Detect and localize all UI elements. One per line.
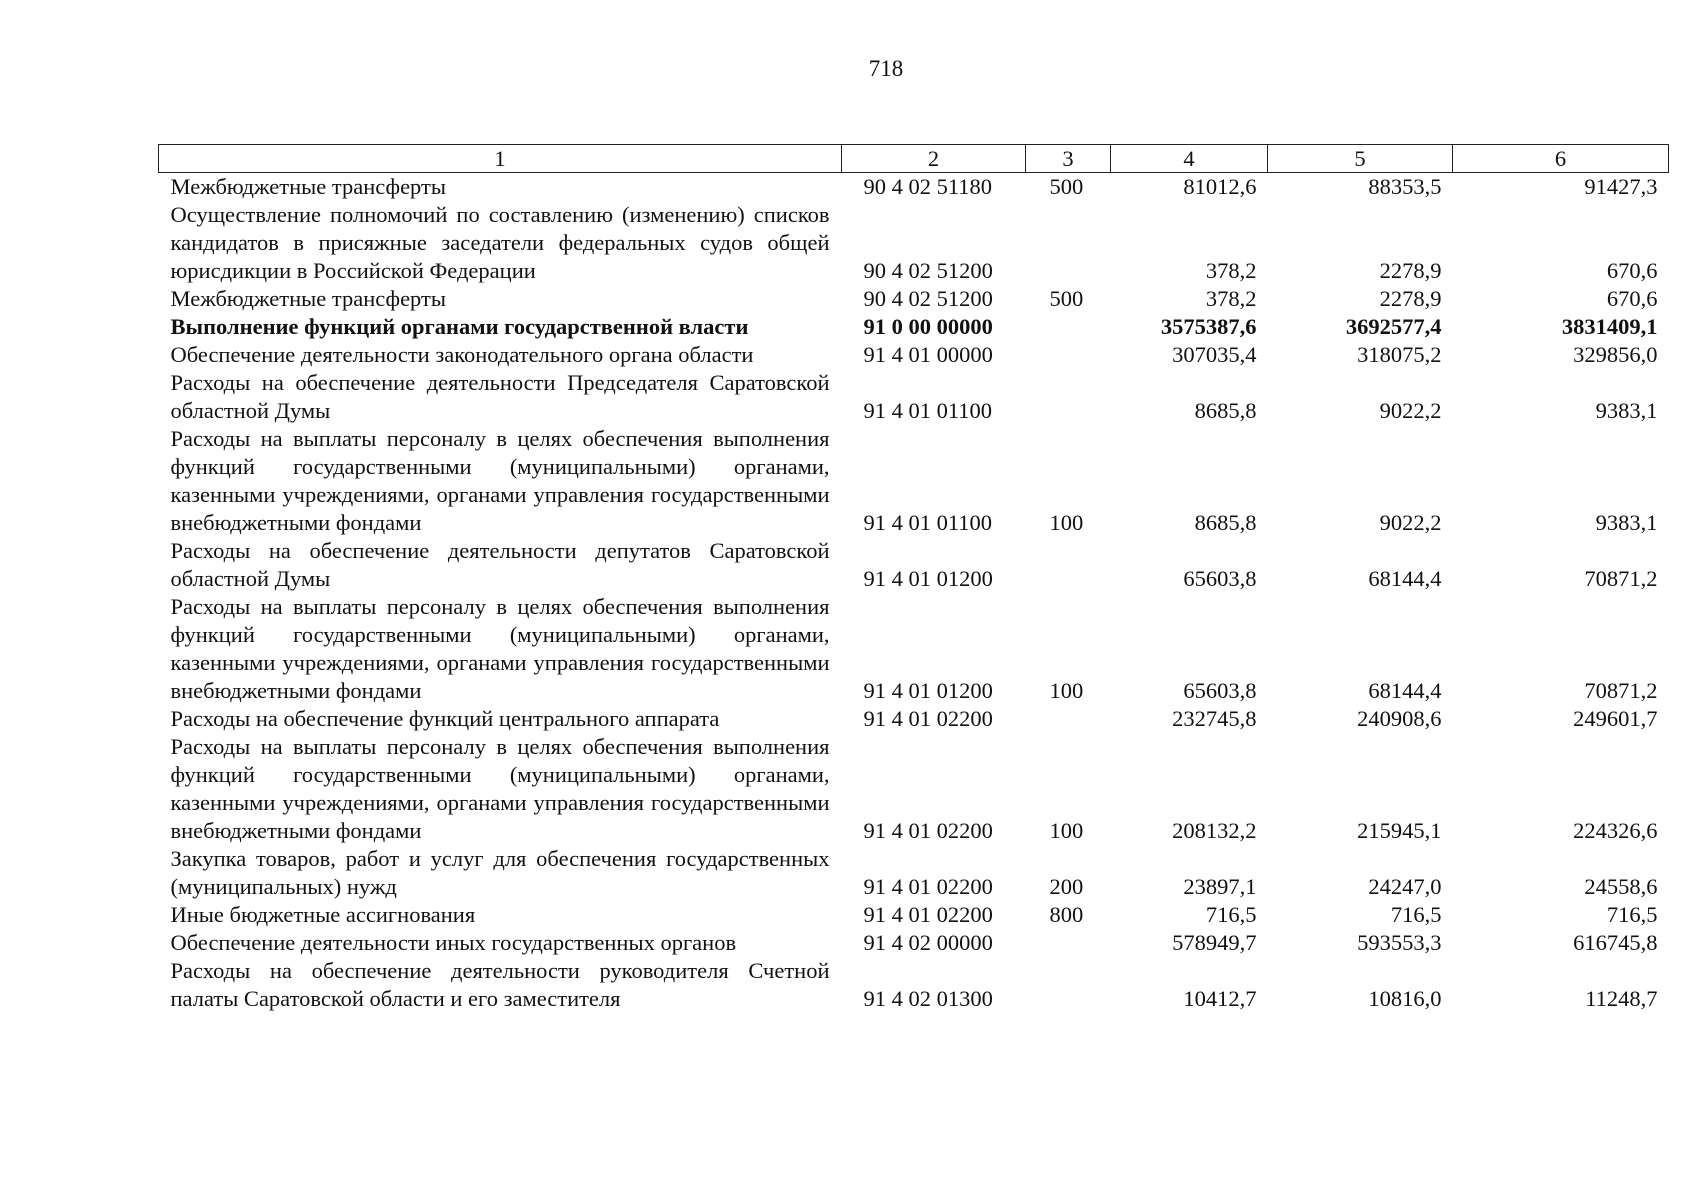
row-expense-type-cell xyxy=(1026,957,1111,1013)
page-number: 718 xyxy=(868,56,904,81)
budget-table xyxy=(158,144,1669,1013)
row-expense-type-cell: 800 xyxy=(1049,902,1084,927)
row-value-col4-cell: 3575387,6 xyxy=(1160,314,1257,339)
row-code-cell: 91 4 02 00000 xyxy=(863,930,993,955)
row-value-col5-cell: 88353,5 xyxy=(1368,174,1442,199)
table-row xyxy=(159,957,1669,1013)
row-code-cell: 91 4 01 01100 xyxy=(863,398,993,423)
row-name-cell: Выполнение функций органами государственной власти xyxy=(170,314,749,339)
row-code-cell: 91 0 00 00000 xyxy=(863,314,993,339)
row-value-col4-cell: 578949,7 xyxy=(1172,930,1257,955)
table-row xyxy=(159,705,1669,733)
row-value-col6-cell: 70871,2 xyxy=(1584,566,1658,591)
row-value-col4-cell: 307035,4 xyxy=(1172,342,1257,367)
row-value-col5-cell: 318075,2 xyxy=(1357,342,1442,367)
row-value-col5-cell: 215945,1 xyxy=(1357,818,1442,843)
row-value-col4-cell: 208132,2 xyxy=(1172,818,1257,843)
row-code-cell: 91 4 01 01100 xyxy=(863,510,993,535)
row-name-cell: Осуществление полномочий по составлению (изменению) списков кандидатов в присяжные заседатели федеральных судов общей юрисдикции в Российской Федерации xyxy=(170,202,830,283)
table-row xyxy=(159,929,1669,957)
row-name-cell: Иные бюджетные ассигнования xyxy=(170,902,476,927)
row-value-col6-cell: 716,5 xyxy=(1606,902,1658,927)
row-value-col6-cell: 249601,7 xyxy=(1573,706,1658,731)
table-row xyxy=(159,173,1669,202)
header-row xyxy=(159,145,1669,173)
row-value-col5-cell: 2278,9 xyxy=(1379,286,1442,311)
row-name-cell: Закупка товаров, работ и услуг для обеспечения государственных (муниципальных) нужд xyxy=(170,846,830,899)
row-expense-type-cell xyxy=(1026,929,1111,957)
column-header-6: 6 xyxy=(1453,145,1669,173)
row-name-cell: Расходы на обеспечение деятельности руководителя Счетной палаты Саратовской области и его заместителя xyxy=(170,958,830,1011)
row-expense-type-cell xyxy=(1026,369,1111,425)
row-value-col4-cell: 8685,8 xyxy=(1194,398,1257,423)
row-code-cell: 91 4 01 02200 xyxy=(863,874,993,899)
row-name-cell: Межбюджетные трансферты xyxy=(170,286,446,311)
row-code-cell: 91 4 01 02200 xyxy=(863,818,993,843)
row-expense-type-cell: 500 xyxy=(1049,286,1084,311)
row-value-col5-cell: 240908,6 xyxy=(1357,706,1442,731)
row-value-col5-cell: 68144,4 xyxy=(1368,566,1442,591)
table-row xyxy=(159,537,1669,593)
table-row xyxy=(159,845,1669,901)
row-expense-type-cell xyxy=(1026,313,1111,341)
table-header xyxy=(159,145,1669,173)
row-value-col5-cell: 68144,4 xyxy=(1368,678,1442,703)
row-name-cell: Межбюджетные трансферты xyxy=(170,174,446,199)
column-header-3: 3 xyxy=(1026,145,1111,173)
row-value-col4-cell: 716,5 xyxy=(1205,902,1257,927)
column-header-1: 1 xyxy=(159,145,842,173)
row-value-col6-cell: 224326,6 xyxy=(1573,818,1658,843)
row-value-col5-cell: 2278,9 xyxy=(1379,258,1442,283)
row-code-cell: 91 4 01 00000 xyxy=(863,342,993,367)
row-value-col4-cell: 378,2 xyxy=(1205,258,1257,283)
row-value-col6-cell: 3831409,1 xyxy=(1561,314,1658,339)
row-value-col4-cell: 378,2 xyxy=(1205,286,1257,311)
table-row xyxy=(159,285,1669,313)
column-header-2: 2 xyxy=(842,145,1026,173)
row-expense-type-cell: 100 xyxy=(1049,678,1084,703)
row-value-col6-cell: 329856,0 xyxy=(1573,342,1658,367)
table-row xyxy=(159,901,1669,929)
row-value-col6-cell: 670,6 xyxy=(1606,286,1658,311)
row-value-col5-cell: 716,5 xyxy=(1390,902,1442,927)
table-row xyxy=(159,201,1669,285)
row-expense-type-cell: 100 xyxy=(1049,510,1084,535)
row-code-cell: 91 4 01 02200 xyxy=(863,706,993,731)
row-value-col6-cell: 9383,1 xyxy=(1595,398,1658,423)
table-row xyxy=(159,593,1669,705)
row-expense-type-cell xyxy=(1026,341,1111,369)
column-header-5: 5 xyxy=(1268,145,1453,173)
row-value-col6-cell: 616745,8 xyxy=(1573,930,1658,955)
row-value-col4-cell: 232745,8 xyxy=(1172,706,1257,731)
row-value-col5-cell: 593553,3 xyxy=(1357,930,1442,955)
table-row xyxy=(159,369,1669,425)
row-name-cell: Обеспечение деятельности иных государственных органов xyxy=(170,930,737,955)
table-row xyxy=(159,313,1669,341)
row-name-cell: Расходы на выплаты персоналу в целях обеспечения выполнения функций государственными (муниципальными) органами, казенными учреждениями, органами управления государственными внебюджетными фондами xyxy=(170,594,830,703)
row-expense-type-cell xyxy=(1026,705,1111,733)
row-value-col4-cell: 65603,8 xyxy=(1183,678,1257,703)
row-value-col5-cell: 9022,2 xyxy=(1379,398,1442,423)
row-value-col6-cell: 91427,3 xyxy=(1584,174,1658,199)
row-code-cell: 91 4 01 01200 xyxy=(863,678,993,703)
row-value-col6-cell: 9383,1 xyxy=(1595,510,1658,535)
row-code-cell: 91 4 02 01300 xyxy=(863,986,993,1011)
row-value-col4-cell: 65603,8 xyxy=(1183,566,1257,591)
table-row xyxy=(159,425,1669,537)
row-value-col4-cell: 23897,1 xyxy=(1183,874,1257,899)
row-value-col4-cell: 81012,6 xyxy=(1183,174,1257,199)
row-value-col6-cell: 11248,7 xyxy=(1585,986,1658,1011)
row-name-cell: Расходы на выплаты персоналу в целях обеспечения выполнения функций государственными (муниципальными) органами, казенными учреждениями, органами управления государственными внебюджетными фондами xyxy=(170,734,830,843)
row-expense-type-cell: 500 xyxy=(1049,174,1084,199)
row-expense-type-cell xyxy=(1026,537,1111,593)
row-name-cell: Расходы на обеспечение деятельности Председателя Саратовской областной Думы xyxy=(170,370,830,423)
row-code-cell: 90 4 02 51180 xyxy=(863,174,993,199)
row-expense-type-cell xyxy=(1026,201,1111,285)
row-value-col6-cell: 70871,2 xyxy=(1584,678,1658,703)
table-row xyxy=(159,341,1669,369)
row-name-cell: Расходы на обеспечение функций центрального аппарата xyxy=(170,706,720,731)
row-expense-type-cell: 100 xyxy=(1049,818,1084,843)
row-name-cell: Расходы на выплаты персоналу в целях обеспечения выполнения функций государственными (муниципальными) органами, казенными учреждениями, органами управления государственными внебюджетными фондами xyxy=(170,426,830,535)
row-value-col5-cell: 10816,0 xyxy=(1368,986,1442,1011)
row-code-cell: 91 4 01 02200 xyxy=(863,902,993,927)
table-body xyxy=(159,173,1669,1014)
row-value-col5-cell: 9022,2 xyxy=(1379,510,1442,535)
row-value-col4-cell: 8685,8 xyxy=(1194,510,1257,535)
row-name-cell: Расходы на обеспечение деятельности депутатов Саратовской областной Думы xyxy=(170,538,830,591)
column-header-4: 4 xyxy=(1111,145,1268,173)
row-value-col6-cell: 670,6 xyxy=(1606,258,1658,283)
row-name-cell: Обеспечение деятельности законодательного органа области xyxy=(170,342,754,367)
row-code-cell: 91 4 01 01200 xyxy=(863,566,993,591)
row-code-cell: 90 4 02 51200 xyxy=(863,286,993,311)
row-value-col6-cell: 24558,6 xyxy=(1584,874,1658,899)
row-value-col4-cell: 10412,7 xyxy=(1183,986,1257,1011)
table-row xyxy=(159,733,1669,845)
row-value-col5-cell: 3692577,4 xyxy=(1345,314,1442,339)
row-expense-type-cell: 200 xyxy=(1049,874,1084,899)
row-code-cell: 90 4 02 51200 xyxy=(863,258,993,283)
row-value-col5-cell: 24247,0 xyxy=(1368,874,1442,899)
